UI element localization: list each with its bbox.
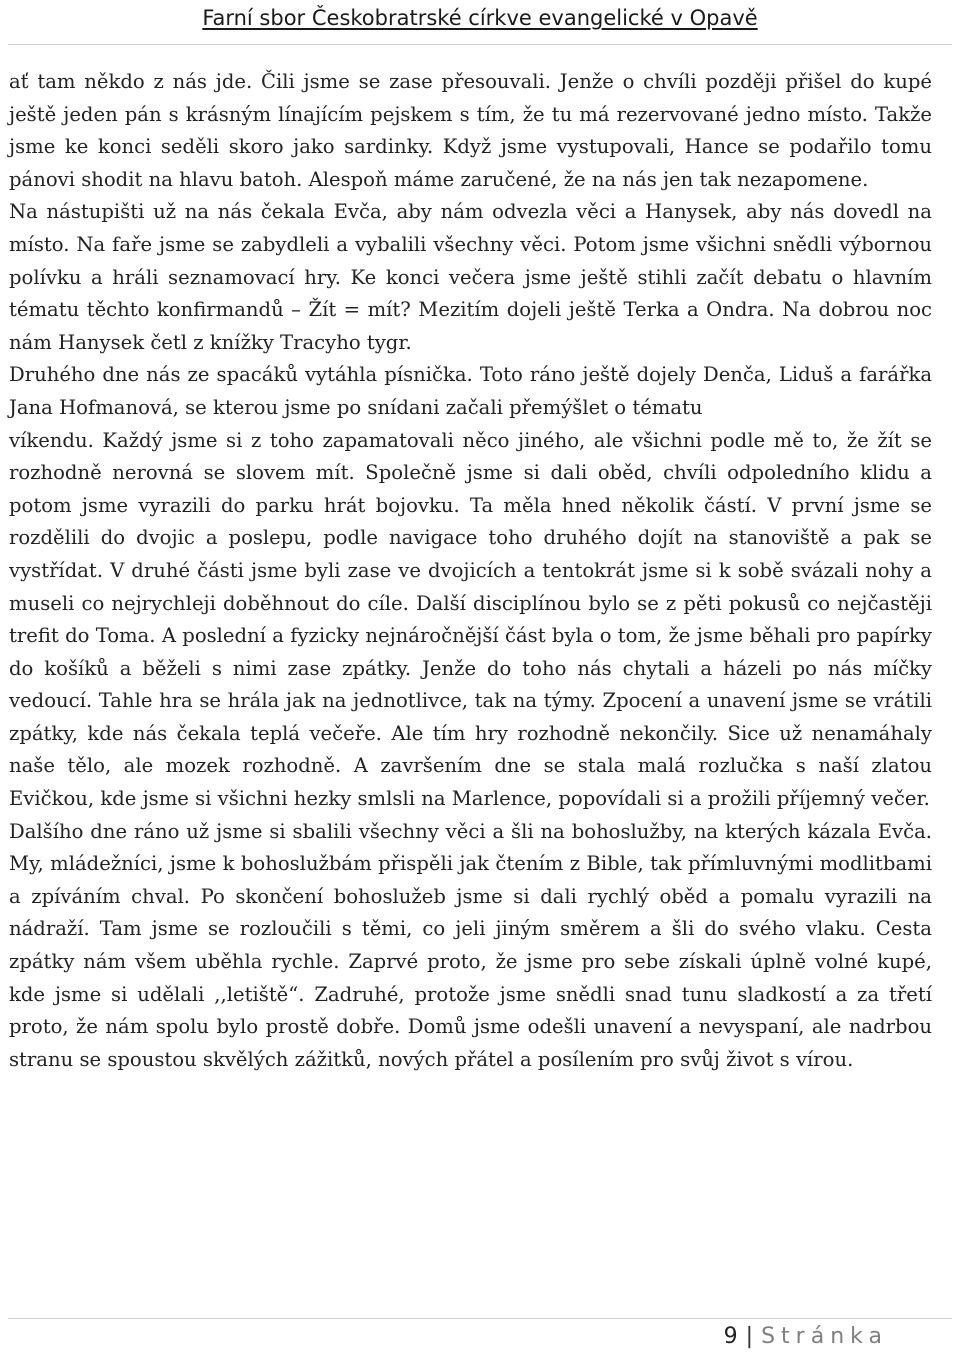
paragraph: Druhého dne nás ze spacáků vytáhla písnička. Toto ráno ještě dojely Denča, Liduš a farářka Jana Hofmanová, se kterou jsme po snídani začali přemýšlet o tématu — [9, 363, 932, 419]
article-body — [9, 66, 932, 1076]
page-footer — [724, 1322, 888, 1352]
page-number: 9 — [723, 1324, 738, 1349]
paragraph: víkendu. Každý jsme si z toho zapamatovali něco jiného, ale všichni podle mě to, že žít se rozhodně nerovná se slovem mít. Společně jsme si dali oběd, chvíli odpoledního klidu a potom jsme vyrazili do parku hrát bojovku. Ta měla hned několik částí. V první jsme se rozdělili do dvojic a poslepu, podle navigace toho druhého dojít na stanoviště a pak se vystřídat. V druhé části jsme byli zase ve dvojicích a tentokrát jsme si k sobě svázali nohy a museli co nejrychleji doběhnout do cíle. Další disciplínou bylo se z pěti pokusů co nejčastěji trefit do Toma. A poslední a fyzicky nejnáročnější část byla o tom, že jsme běhali pro papírky do košíků a běželi s nimi zase zpátky. Jenže do toho nás chytali a házeli po nás míčky vedoucí. Tahle hra se hrála jak na jednotlivce, tak na týmy. Zpocení a unavení jsme se vrátili zpátky, kde nás čekala teplá večeře. Ale tím hry rozhodně nekončily. Sice už nenamáhaly naše tělo, ale mozek rozhodně. A završením dne se stala malá rozlučka s naší zlatou Evičkou, kde jsme si všichni hezky smlsli na Marlence, popovídali si a prožili příjemný večer. — [9, 428, 932, 811]
page-label: Stránka — [761, 1324, 888, 1349]
paragraph: Dalšího dne ráno už jsme si sbalili všechny věci a šli na bohoslužby, na kterých kázala Evča. My, mládežníci, jsme k bohoslužbám přispěli jak čtením z Bible, tak přímluvnými modlitbami a zpíváním chval. Po skončení bohoslužeb jsme si dali rychlý oběd a pomalu vyrazili na nádraží. Tam jsme se rozloučili s těmi, co jeli jiným směrem a šli do svého vlaku. Cesta zpátky nám všem uběhla rychle. Zaprvé proto, že jsme pro sebe získali úplně volné kupé, kde jsme si udělali ,,letiště“. Zadruhé, protože jsme snědli snad tunu sladkostí a za třetí proto, že nám spolu bylo prostě dobře. Domů jsme odešli unavení a nevyspaní, ale nadrbou stranu se spoustou skvělých zážitků, nových přátel a posílením pro svůj život s vírou. — [9, 819, 932, 1071]
footer-divider — [8, 1318, 952, 1319]
parish-title: Farní sbor Českobratrské církve evangelické v Opavě — [202, 6, 758, 30]
header-divider — [8, 44, 952, 45]
footer-separator: | — [745, 1324, 754, 1349]
paragraph: ať tam někdo z nás jde. Čili jsme se zase přesouvali. Jenže o chvíli později přišel do kupé ještě jeden pán s krásným línajícím pejskem s tím, že tu má rezervované jedno místo. Takže jsme ke konci seděli skoro jako sardinky. Když jsme vystupovali, Hance se podařilo tomu pánovi shodit na hlavu batoh. Alespoň máme zaručené, že na nás jen tak nezapomene. — [9, 70, 932, 191]
paragraph: Na nástupišti už na nás čekala Evča, aby nám odvezla věci a Hanysek, aby nás dovedl na místo. Na faře jsme se zabydleli a vybalili všechny věci. Potom jsme všichni snědli výbornou polívku a hráli seznamovací hry. Ke konci večera jsme ještě stihli začít debatu o hlavním tématu těchto konfirmandů – Žít = mít? Mezitím dojeli ještě Terka a Ondra. Na dobrou noc nám Hanysek četl z knížky Tracyho tygr. — [9, 200, 932, 354]
page-header — [0, 4, 960, 32]
